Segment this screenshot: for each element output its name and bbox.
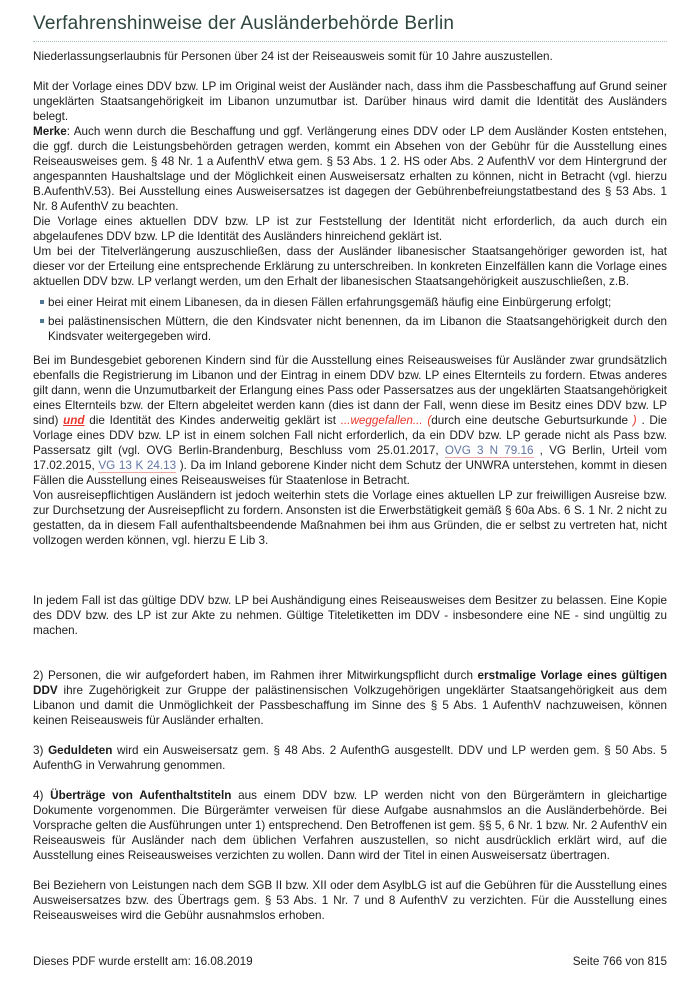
bullet-square-icon <box>40 300 44 304</box>
footer-created-date: Dieses PDF wurde erstellt am: 16.08.2019 <box>33 955 253 968</box>
page-footer <box>33 955 667 968</box>
paragraph <box>33 488 667 548</box>
document-title: Verfahrenshinweise der Ausländerbehörde Berlin <box>33 13 455 34</box>
paragraph <box>33 593 667 638</box>
paragraph <box>33 788 667 863</box>
text-run: : Auch wenn durch die Beschaffung und ggf. Verlängerung eines DDV oder LP dem Ausländer Kosten entstehen, die ggf. durch die Leistungsbehörden getragen werden, kommt ein Absehen von der Gebühr für die Ausstellung eines Reiseausweises gem. § 48 Nr. 1 a AufenthV etwa gem. § 53 Abs. 1 2. HS oder Abs. 2 AufenthV vor dem Hintergrund der angespannten Haushaltslage und der Möglichkeit einen Ausweisersatz erhalten zu können, nicht in Betracht (vgl. hierzu B.AufenthV.53). Bei Ausstellung eines Ausweisersatzes ist dagegen der Gebührenbefreiungstatbestand des § 53 Abs. 1 Nr. 8 AufenthV zu beachten. <box>33 125 667 213</box>
bullet-text: bei einer Heirat mit einem Libanesen, da in diesen Fällen erfahrungsgemäß häufig eine Einbürgerung erfolgt; <box>48 296 612 309</box>
text-run: Niederlassungserlaubnis für Personen über 24 ist der Reiseausweis somit für 10 Jahre auszustellen. <box>33 50 553 63</box>
text-run: In jedem Fall ist das gültige DDV bzw. LP bei Aushändigung eines Reiseausweises dem Besitzer zu belassen. Eine Kopie des DDV bzw. des LP ist zur Akte zu nehmen. Gültige Titeletiketten im DDV - insbesondere eine NE - sind ungültig zu machen. <box>33 594 667 637</box>
text-bold: Merke <box>33 125 67 138</box>
blank-line <box>33 728 667 743</box>
case-reference-link[interactable]: OVG 3 N 79.16 <box>444 444 534 457</box>
text-red-italic: ) <box>632 414 637 427</box>
text-bold: Überträge von Aufenthaltstiteln <box>50 789 232 802</box>
text-red-bold-italic: und <box>63 414 85 427</box>
text-red-italic: ...weggefallen... ( <box>340 414 432 427</box>
document-body <box>33 49 667 923</box>
text-run: , VG Berlin, Urteil vom 17.02.2015, <box>33 444 667 472</box>
bullet-text: bei palästinensischen Müttern, die den Kindsvater nicht benennen, da im Libanon die Staatsangehörigkeit durch den Kindsvater weitergegeben wird. <box>48 315 667 343</box>
text-run: . Die Vorlage eines DDV bzw. LP ist in einem solchen Fall nicht erforderlich, da ein DDV bzw. LP gerade nicht als Pass bzw. Passersatz gilt (vgl. OVG Berlin-Brandenburg, Beschluss vom 25.01.2017, <box>33 414 667 457</box>
blank-line <box>33 638 667 668</box>
blank-line <box>33 863 667 878</box>
paragraph <box>33 124 667 214</box>
paragraph <box>33 353 667 488</box>
paragraph <box>33 878 667 923</box>
text-run: aus einem DDV bzw. LP werden nicht von den Bürgerämtern in gleichartige Dokumente vorgenommen. Die Bürgerämter verweisen für diese Aufgabe ausnahmslos an die Ausländerbehörde. Bei Vorsprache gelten die Ausführungen unter 1) entsprechend. Den Betroffenen ist gem. §§ 5, 6 Nr. 1 bzw. Nr. 2 AufenthV ein Reiseausweis für Ausländer nach dem üblichen Verfahren auszustellen, so nicht ausdrücklich erklärt wird, auf die Ausstellung eines Reiseausweises verzichten zu wollen. Dann wird der Titel in einen Ausweisersatz übertragen. <box>33 789 667 862</box>
text-run: Bei im Bundesgebiet geborenen Kindern sind für die Ausstellung eines Reiseausweises für Ausländer zwar grundsätzlich ebenfalls die Registrierung im Libanon und der Eintrag in einem DDV bzw. LP eines Elternteils zu fordern. Etwas anderes gilt dann, wenn die Unzumutbarkeit der Erlangung eines Pass oder Passersatzes aus der ungeklärten Staatsangehörigkeit eines Elternteils bzw. der Eltern abgeleitet werden kann (dies ist dann der Fall, wenn diese im Besitz eines DDV bzw. LP sind) <box>33 354 667 427</box>
text-run: die Identität des Kindes anderweitig geklärt ist <box>84 414 341 427</box>
paragraph <box>33 743 667 773</box>
text-run: 3) <box>33 744 49 757</box>
text-run: ). Da im Inland geborene Kinder nicht dem Schutz der UNWRA unterstehen, kommt in diesen Fällen die Ausstellung eines Reiseausweises für Staatenlose in Betracht. <box>33 459 668 487</box>
text-run: Um bei der Titelverlängerung auszuschließen, dass der Ausländer libanesischer Staatsangehöriger geworden ist, hat dieser vor der Erteilung eine entsprechende Erklärung zu unterschreiben. In konkreten Einzelfällen kann die Vorlage eines aktuellen DDV bzw. LP verlangt werden, um den Erhalt der libanesischen Staatsangehörigkeit auszuschließen, z.B. <box>33 245 667 288</box>
bullet-square-icon <box>40 319 44 323</box>
text-bold: Geduldeten <box>48 744 113 757</box>
text-run: Bei Beziehern von Leistungen nach dem SGB II bzw. XII oder dem AsylbLG ist auf die Gebühren für die Ausstellung eines Ausweisersatzes bzw. des Übertrags gem. § 53 Abs. 1 Nr. 7 und 8 AufenthV zu verzichten. Für die Ausstellung eines Reiseausweises wird die Gebühr ausnahmslos erhoben. <box>33 879 667 922</box>
paragraph <box>33 214 667 244</box>
case-reference-link[interactable]: VG 13 K 24.13 <box>98 459 177 472</box>
title-divider <box>33 41 667 42</box>
blank-line <box>33 64 667 79</box>
text-run: ihre Zugehörigkeit zur Gruppe der palästinensischen Volkzugehörigen ungeklärter Staatsangehörigkeit aus dem Libanon und damit die Unmöglichkeit der Passbeschaffung im Sinne des § 5 Abs. 1 AufenthV nachzuweisen, können keinen Reiseausweis für Ausländer erhalten. <box>33 684 667 727</box>
text-run: durch eine deutsche Geburtsurkunde <box>431 414 633 427</box>
footer-page-number: Seite 766 von 815 <box>572 955 667 968</box>
bullet-list <box>33 295 667 344</box>
text-bold: erstmalige Vorlage eines gültigen DDV <box>33 669 667 697</box>
blank-line <box>33 548 667 593</box>
text-run: 4) <box>33 789 51 802</box>
text-run: Von ausreisepflichtigen Ausländern ist jedoch weiterhin stets die Vorlage eines aktuellen LP zur freiwilligen Ausreise bzw. zur Durchsetzung der Ausreisepflicht zu fordern. Ansonsten ist die Erwerbstätigkeit gemäß § 60a Abs. 6 S. 1 Nr. 2 nicht zu gestatten, da in diesem Fall aufenthaltsbeendende Maßnahmen bei ihm aus Gründen, die er selbst zu vertreten hat, nicht vollzogen werden können, vgl. hierzu E Lib 3. <box>33 489 667 547</box>
text-run: Mit der Vorlage eines DDV bzw. LP im Original weist der Ausländer nach, dass ihm die Passbeschaffung auf Grund seiner ungeklärten Staatsangehörigkeit im Libanon unzumutbar ist. Darüber hinaus wird damit die Identität des Ausländers belegt. <box>33 80 667 123</box>
paragraph <box>33 244 667 289</box>
paragraph <box>33 79 667 124</box>
paragraph <box>33 49 667 64</box>
text-run: Die Vorlage eines aktuellen DDV bzw. LP ist zur Feststellung der Identität nicht erforderlich, da auch durch ein abgelaufenes DDV bzw. LP die Identität des Ausländers hinreichend geklärt ist. <box>33 215 667 243</box>
bullet-item <box>33 314 667 344</box>
text-run: wird ein Ausweisersatz gem. § 48 Abs. 2 AufenthG ausgestellt. DDV und LP werden gem. § 50 Abs. 5 AufenthG in Verwahrung genommen. <box>33 744 667 772</box>
text-run: 2) Personen, die wir aufgefordert haben, im Rahmen ihrer Mitwirkungspflicht durch <box>33 669 478 682</box>
bullet-item <box>33 295 667 310</box>
paragraph <box>33 668 667 728</box>
blank-line <box>33 773 667 788</box>
